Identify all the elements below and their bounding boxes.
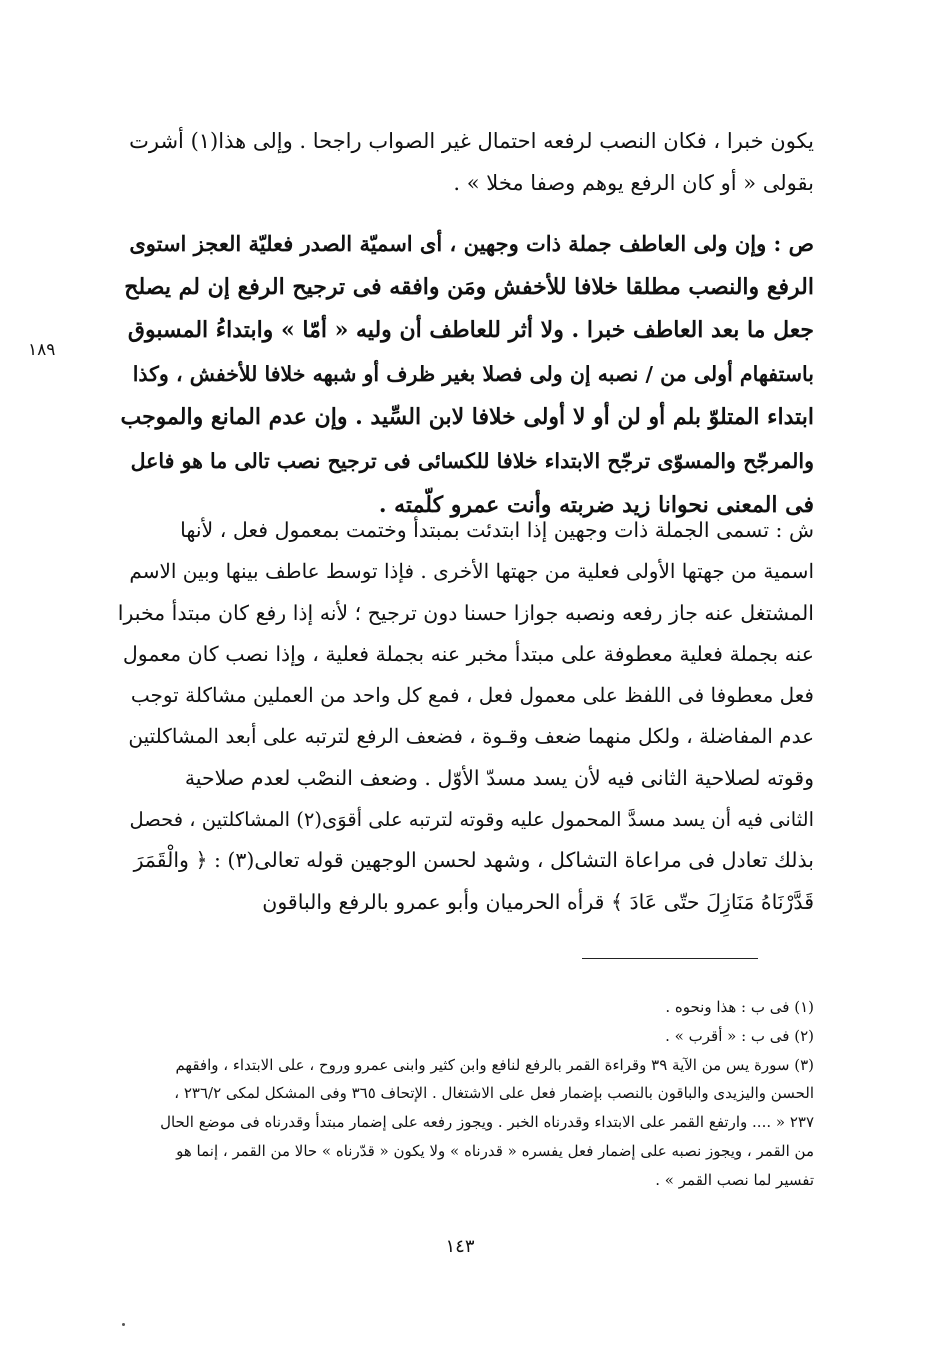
matn-line: الرفع والنصب مطلقا خلافا للأخفش ومَن وافقه فى ترجيح الرفع إن لم يصلح	[124, 273, 814, 300]
sharh-line: اسمية من جهتها الأولى فعلية من جهتها الأخرى . فإذا توسط عاطف بينها وبين الاسم	[129, 559, 814, 584]
sharh-line: عنه بجملة فعلية معطوفة على مبتدأ مخبر عنه بجملة فعلية ، وإذا نصب كان معمول	[122, 641, 814, 666]
footnote-line: الحسن واليزيدى والباقون بالنصب بإضمار فعل على الاشتغال . الإتحاف ٣٦٥ وفى المشكل لمكى ٢٣٦/٢ ،	[174, 1084, 814, 1103]
sharh-line: المشتغل عنه جاز رفعه ونصبه جوازا حسنا دون ترجيح ؛ لأنه إذا رفع كان مبتدأ مخبرا	[118, 600, 814, 625]
sharh-line: وقوته لصلاحية الثانى فيه لأن يسد مسدّ الأوّل . وضعف النصْب لعدم صلاحية	[184, 765, 814, 790]
margin-folio-number: ١٨٩	[28, 340, 56, 360]
footnote-line: (١) فى ب : هذا ونحوه .	[665, 998, 814, 1016]
intro-paragraph	[118, 120, 814, 204]
intro-line: يكون خبرا ، فكان النصب لرفعه احتمال غير الصواب راجحا . وإلى هذا(١) أشرت	[129, 129, 814, 153]
sharh-paragraph	[118, 510, 814, 923]
footnotes	[120, 993, 814, 1195]
sharh-line: ش : تسمى الجملة ذات وجهين إذا ابتدئت بمبتدأ وختمت بمعمول فعل ، لأنها	[180, 518, 814, 542]
matn-line: ص : وإن ولى العاطف جملة ذات وجهين ، أى اسميّة الصدر فعليّة العجز استوى	[129, 231, 814, 256]
matn-line: والمرجّح والمسوّى ترجّح الابتداء خلافا للكسائى فى ترجيح نصب تالى ما هو فاعل	[130, 448, 814, 473]
footnote-line: (٣) سورة يس من الآية ٣٩ وقراءة القمر بالرفع لنافع وابن كثير وابنى عمرو وروح ، على الابتداء ، وافقهم	[175, 1055, 814, 1074]
sharh-line: قَدَّرْنَاهُ مَنَازِلَ حتّى عَادَ ﴾ قرأه الحرميان وأبو عمرو بالرفع والباقون	[262, 889, 814, 914]
sharh-line: عدم المفاضلة ، ولكل منهما ضعف وقـوة ، فضعف الرفع لترتبه على أبعد المشاكلتين	[128, 724, 814, 749]
sharh-line: الثانى فيه أن يسد مسدَّ المحمول عليه وقوته لترتبه على أقوَى(٢) المشاكلتين ، فحصل	[129, 808, 814, 832]
matn-line: جعل ما بعد العاطف خبرا . ولا أثر للعاطف أن وليه « أمّا » وابتداءُ المسبوق	[127, 317, 814, 344]
footnote-line: من القمر ، ويجوز نصبه على إضمار فعل يفسره « قدرناه » ولا يكون « قدّرناه » حالا من القمر ، إنما هو	[176, 1141, 814, 1160]
matn-paragraph	[118, 222, 814, 527]
matn-line: باستفهام أولى من / نصبه إن ولى فصلا بغير ظرف أو شبهه خلافا للأخفش ، وكذا	[132, 361, 814, 386]
matn-line: ابتداء المتلوّ بلم أو لن أو لا أولى خلافا لابن السِّيد . وإن عدم المانع والموجب	[120, 404, 814, 431]
sharh-line: بذلك تعادل فى مراعاة التشاكل ، وشهد لحسن الوجهين قوله تعالى(٣) : ﴿ والْقَمَرَ	[133, 848, 814, 873]
page-number: ١٤٣	[445, 1236, 475, 1257]
footnote-line: ٢٣٧ « .... وارتفع القمر على الابتداء وقدرناه الخبر . ويجوز رفعه على إضمار مبتدأ وقدرناه فى موضع الحال	[160, 1113, 814, 1132]
intro-line: بقولى « أو كان الرفع يوهم وصفا مخلا » .	[453, 171, 814, 195]
scan-speck	[122, 1323, 125, 1326]
matn-line: فى المعنى نحوانا زيد ضربته وأنت عمرو كلّمته .	[378, 491, 814, 518]
footnote-separator	[582, 958, 758, 959]
footnote-line: (٢) فى ب : « أقرب » .	[665, 1026, 814, 1045]
footnote-line: تفسير لما نصب القمر » .	[655, 1170, 814, 1189]
sharh-line: فعل معطوفا فى اللفظ على معمول فعل ، فمع كل واحد من العملين مشاكلة توجب	[130, 683, 814, 708]
